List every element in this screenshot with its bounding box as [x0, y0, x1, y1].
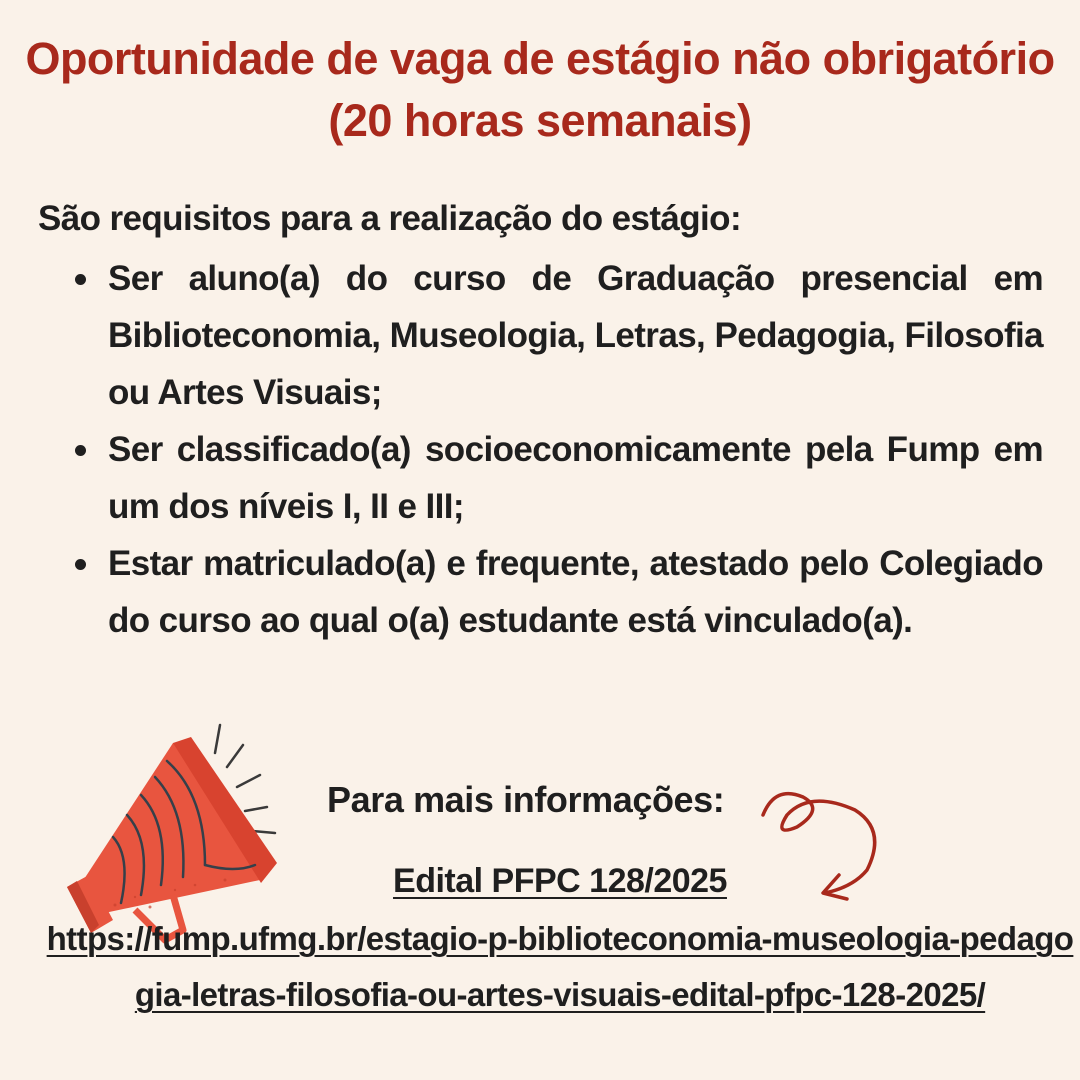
- more-info-heading: Para mais informações:: [327, 779, 725, 820]
- requirement-text: Ser classificado(a) socioeconomicamente pela Fump em um dos níveis I, II e III;: [108, 430, 1043, 526]
- bullet-icon: [75, 559, 86, 570]
- title-line-1: Oportunidade de vaga de estágio não obrigatório: [25, 33, 1055, 84]
- requirements-list: [108, 250, 1043, 649]
- bullet-icon: [75, 274, 86, 285]
- list-item: [108, 535, 1043, 649]
- requirement-text: Ser aluno(a) do curso de Graduação presencial em Biblioteconomia, Museologia, Letras, Pedagogia, Filosofia ou Artes Visuais;: [108, 259, 1043, 412]
- list-item: [108, 250, 1043, 421]
- bullet-icon: [75, 445, 86, 456]
- page-title: [0, 28, 1080, 152]
- edital-link[interactable]: Edital PFPC 128/2025: [393, 862, 727, 900]
- edital-url-link[interactable]: https://fump.ufmg.br/estagio-p-biblioteconomia-museologia-pedagogia-letras-filosofia-ou-artes-visuais-edital-pfpc-128-2025/: [46, 920, 1074, 1013]
- title-line-2: (20 horas semanais): [328, 95, 752, 146]
- list-item: [108, 421, 1043, 535]
- requirements-intro: São requisitos para a realização do estágio:: [38, 199, 742, 238]
- requirement-text: Estar matriculado(a) e frequente, atestado pelo Colegiado do curso ao qual o(a) estudante está vinculado(a).: [108, 544, 1043, 640]
